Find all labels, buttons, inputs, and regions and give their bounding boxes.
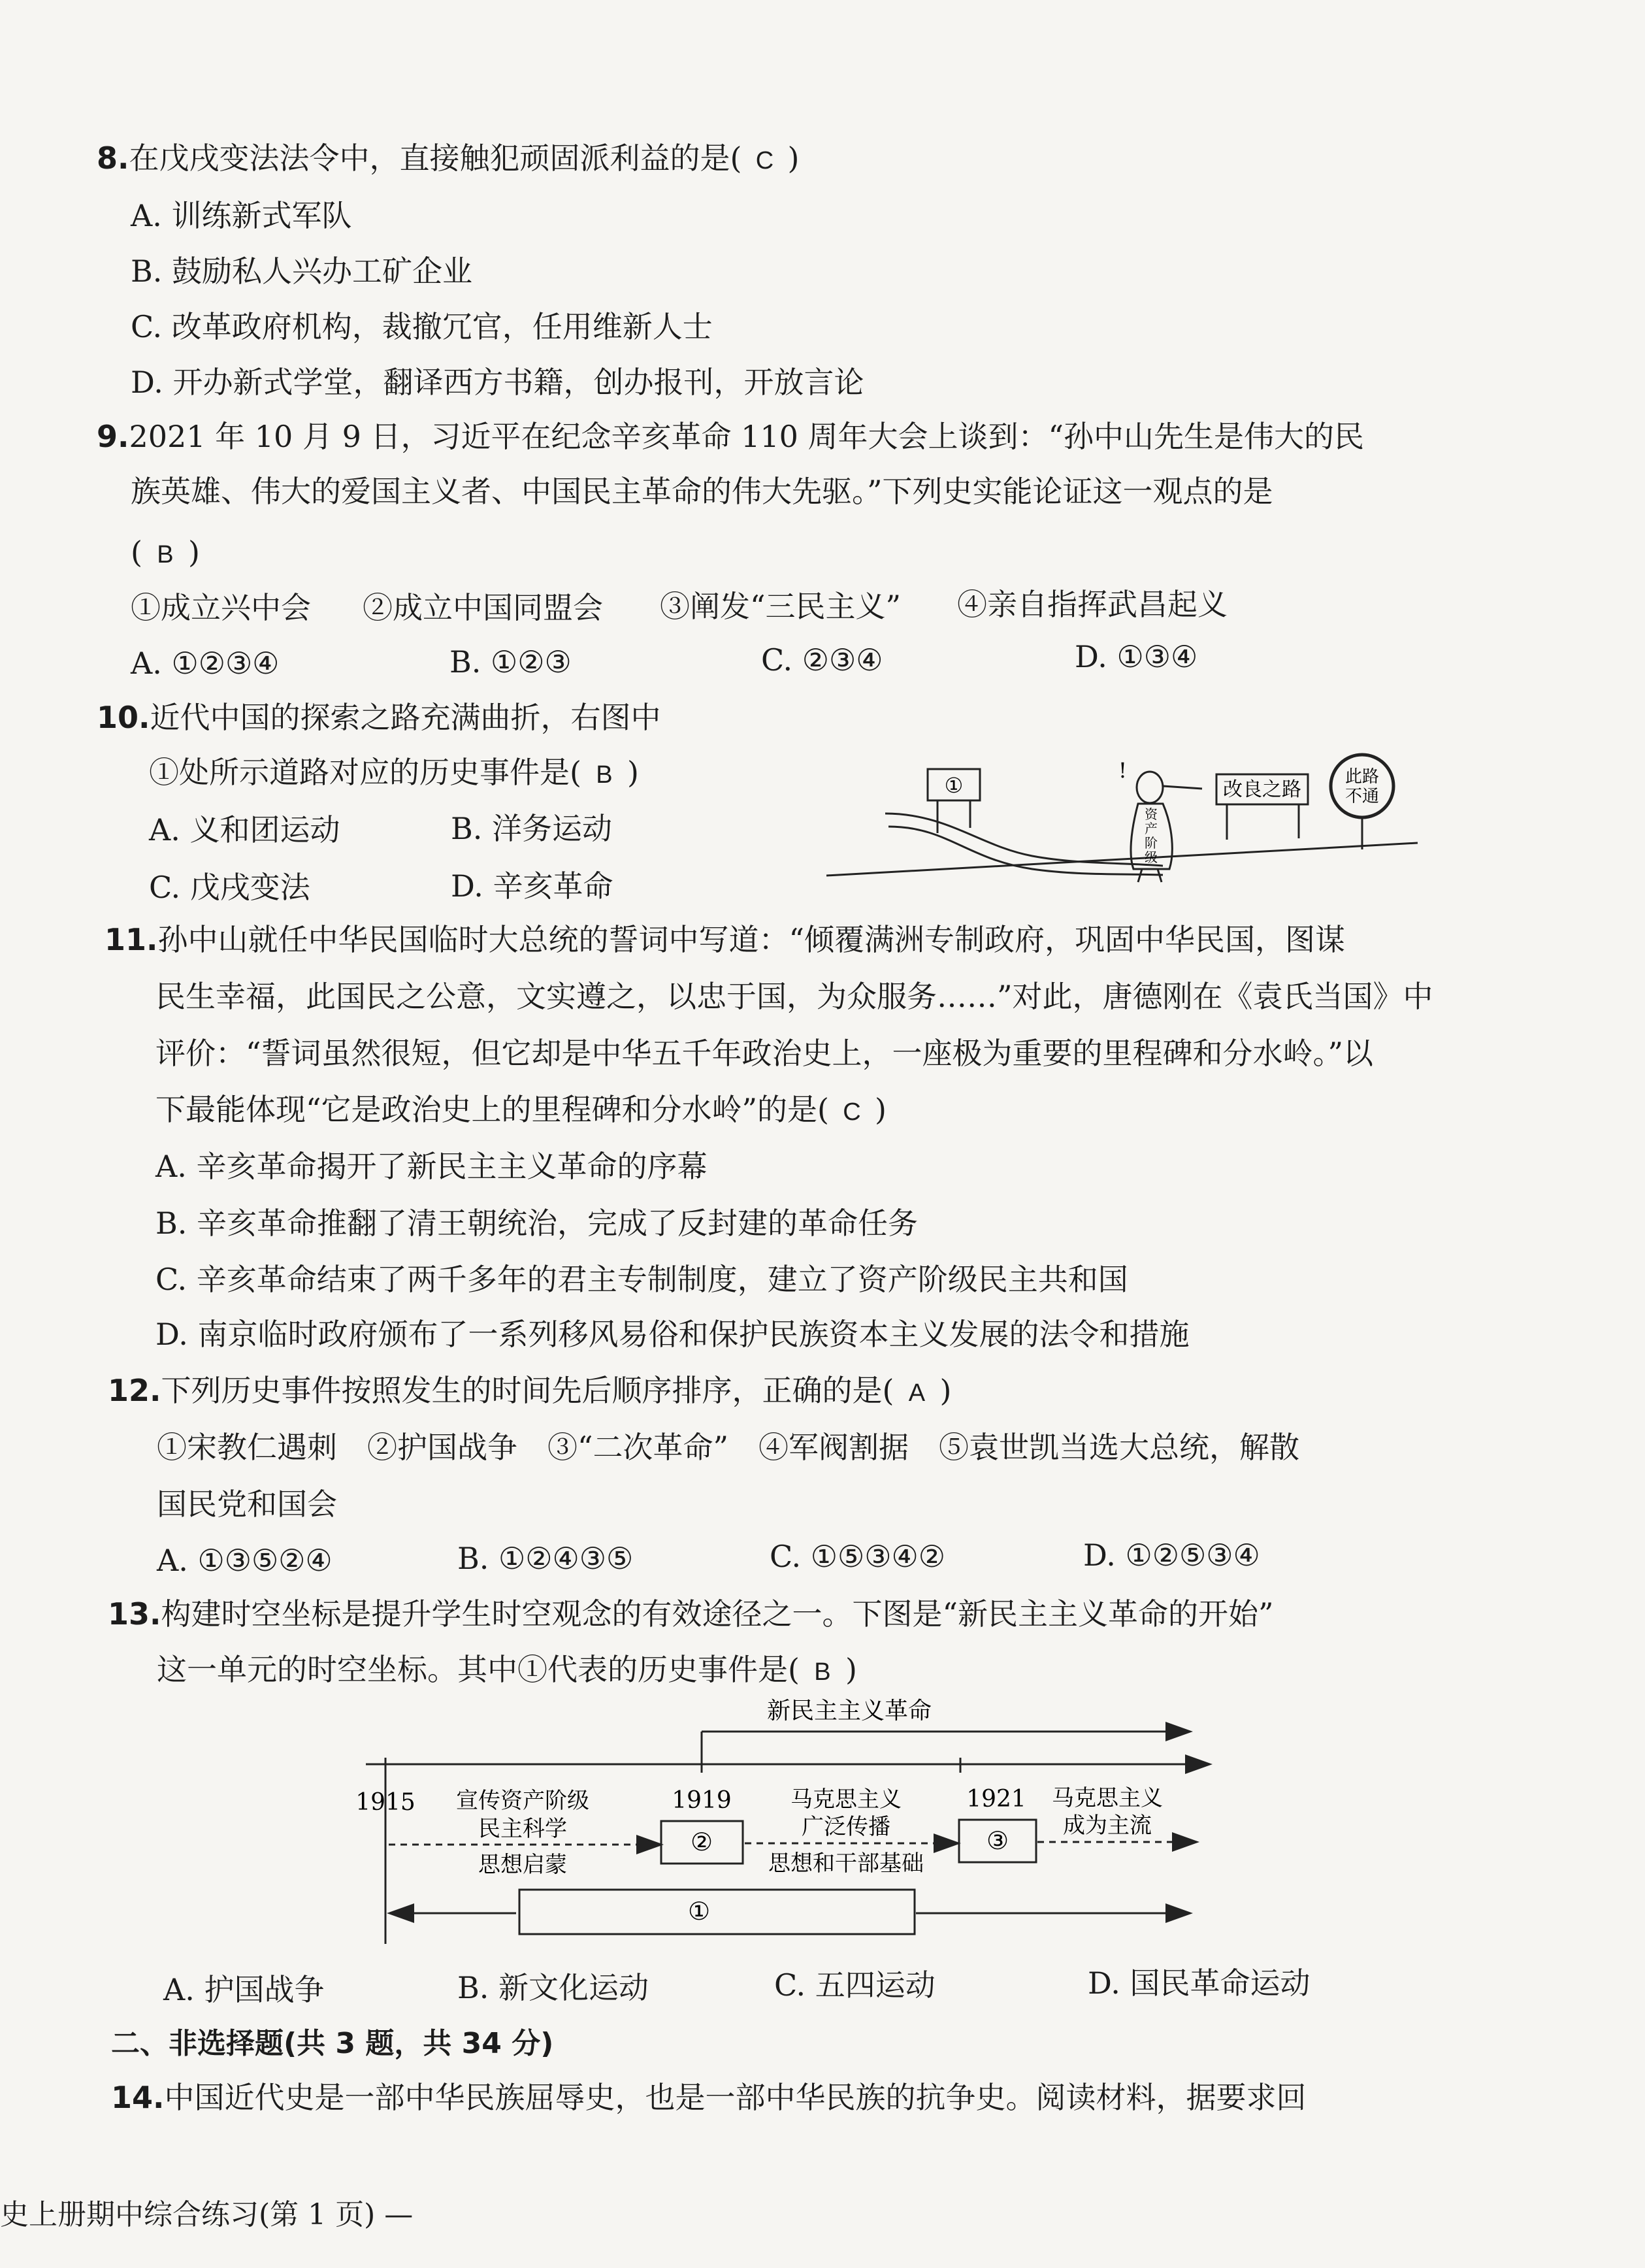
q9-item-2: ②成立中国同盟会 [363, 590, 603, 625]
q9-option-d: D. ①③④ [1075, 639, 1198, 674]
q13-line2: 这一单元的时空坐标。其中①代表的历史事件是( B ) [157, 1650, 857, 1692]
q11-option-a: A. 辛亥革命揭开了新民主主义革命的序幕 [155, 1149, 708, 1184]
q9-line2: 族英雄、伟大的爱国主义者、中国民主革命的伟大先驱。”下列史实能论证这一观点的是 [131, 474, 1273, 509]
q13-seg2-bottom: 思想和干部基础 [768, 1850, 924, 1877]
q11-line3: 评价：“誓词虽然很短，但它却是中华五千年政治史上，一座极为重要的里程碑和分水岭。”以 [155, 1036, 1374, 1071]
q13-option-a: A. 护国战争 [163, 1972, 325, 2007]
q10-option-c: C. 戊戌变法 [149, 870, 310, 905]
q9-option-b: B. ①②③ [449, 644, 572, 680]
q11-option-c: C. 辛亥革命结束了两千多年的君主专制制度，建立了资产阶级民主共和国 [155, 1262, 1128, 1297]
q12-items-line1: ①宋教仁遇刺 ②护国战争 ③“二次革命” ④军阀割据 ⑤袁世凯当选大总统，解散 [157, 1430, 1300, 1465]
q13-option-d: D. 国民革命运动 [1088, 1965, 1311, 2001]
q12-option-b: B. ①②④③⑤ [457, 1541, 634, 1576]
q8-option-d: D. 开办新式学堂，翻译西方书籍，创办报刊，开放言论 [131, 365, 864, 400]
q13-answer: B [814, 1658, 831, 1686]
q12-option-d: D. ①②⑤③④ [1083, 1537, 1260, 1573]
q9-line1: 9.2021 年 10 月 9 日，习近平在纪念辛亥革命 110 周年大会上谈到：“孙中山先生是伟大的民 [97, 419, 1365, 454]
q8-option-b: B. 鼓励私人兴办工矿企业 [131, 254, 473, 289]
q13-box2: ② [690, 1828, 713, 1856]
q13-seg3-top-1: 马克思主义 [1052, 1785, 1163, 1811]
q13-box1: ① [687, 1897, 711, 1926]
q13-top-label: 新民主主义革命 [766, 1698, 932, 1724]
q13-seg1-bottom: 思想启蒙 [478, 1852, 567, 1878]
q12-items-line2: 国民党和国会 [157, 1487, 337, 1522]
q11-option-b: B. 辛亥革命推翻了清王朝统治，完成了反封建的革命任务 [155, 1206, 919, 1241]
q9-answer: B [157, 541, 174, 568]
q10-person-label-4: 级 [1145, 849, 1158, 865]
q10-person-label-2: 产 [1145, 821, 1158, 836]
q11-answer: C [843, 1098, 861, 1126]
q10-stop-sign-2: 不通 [1344, 787, 1380, 806]
q10-option-d: D. 辛亥革命 [451, 868, 613, 904]
q8-answer: C [755, 147, 774, 174]
q9-item-4: ④亲自指挥武昌起义 [957, 587, 1228, 622]
q8-stem: 8.在戊戌变法法令中，直接触犯顽固派利益的是( C ) [97, 139, 799, 180]
q13-timeline-figure [353, 1696, 1228, 1957]
q10-line1: 10.近代中国的探索之路充满曲折，右图中 [97, 700, 661, 735]
q9-item-1: ①成立兴中会 [131, 590, 311, 625]
q8-option-c: C. 改革政府机构，裁撤冗官，任用维新人士 [131, 309, 713, 344]
q12-option-a: A. ①③⑤②④ [157, 1543, 333, 1578]
q10-line2: ①处所示道路对应的历史事件是( B ) [149, 753, 639, 795]
q12-option-c: C. ①⑤③④② [770, 1539, 945, 1574]
q8-option-a: A. 训练新式军队 [131, 198, 352, 233]
q13-seg1-top-2: 民主科学 [478, 1816, 567, 1842]
q10-sign2: 改良之路 [1223, 778, 1301, 801]
q11-line2: 民生幸福，此国民之公意，文实遵之，以忠于国，为众服务……”对此，唐德刚在《袁氏当国》中 [155, 979, 1433, 1014]
q13-option-c: C. 五四运动 [774, 1967, 936, 2003]
q14-line1: 14.中国近代史是一部中华民族屈辱史，也是一部中华民族的抗争史。阅读材料，据要求回 [111, 2080, 1307, 2115]
q9-item-3: ③阐发“三民主义” [660, 589, 902, 624]
q10-answer: B [596, 761, 613, 789]
q9-option-c: C. ②③④ [761, 642, 883, 678]
q13-seg3-top-2: 成为主流 [1063, 1813, 1152, 1839]
q10-option-a: A. 义和团运动 [149, 812, 340, 847]
q10-sign1: ① [944, 773, 964, 798]
q13-box3: ③ [986, 1826, 1009, 1855]
q10-person-label-1: 资 [1145, 806, 1158, 822]
q13-seg2-top-1: 马克思主义 [790, 1786, 902, 1813]
q12-answer: A [908, 1379, 926, 1407]
q10-person-label-3: 阶 [1145, 835, 1158, 851]
q13-option-b: B. 新文化运动 [457, 1970, 649, 2005]
q13-year-1919: 1919 [672, 1787, 732, 1814]
q13-seg1-top-1: 宣传资产阶级 [456, 1788, 589, 1814]
q13-year-1915: 1915 [355, 1789, 415, 1816]
q11-option-d: D. 南京临时政府颁布了一系列移风易俗和保护民族资本主义发展的法令和措施 [155, 1317, 1190, 1352]
q10-road-figure [817, 735, 1437, 892]
q13-year-1921: 1921 [966, 1786, 1026, 1813]
q10-option-b: B. 洋务运动 [451, 811, 613, 846]
q11-line4: 下最能体现“它是政治史上的里程碑和分水岭”的是( C ) [155, 1090, 887, 1132]
q9-answer-line: ( B ) [131, 533, 200, 574]
q13-seg2-top-2: 广泛传播 [802, 1814, 890, 1840]
q13-line1: 13.构建时空坐标是提升学生时空观念的有效途径之一。下图是“新民主主义革命的开始” [108, 1596, 1274, 1632]
q11-line1: 11.孙中山就任中华民国临时大总统的誓词中写道：“倾覆满洲专制政府，巩固中华民国，图谋 [105, 922, 1346, 957]
page-footer: 史上册期中综合练习(第 1 页) — [0, 2198, 414, 2231]
q9-option-a: A. ①②③④ [131, 646, 280, 681]
q12-stem: 12.下列历史事件按照发生的时间先后顺序排序，正确的是( A ) [108, 1371, 951, 1413]
q10-stop-sign-1: 此路 [1344, 767, 1380, 787]
section-heading: 二、非选择题(共 3 题，共 34 分) [111, 2027, 554, 2060]
q10-exclaim: ! [1118, 758, 1127, 783]
